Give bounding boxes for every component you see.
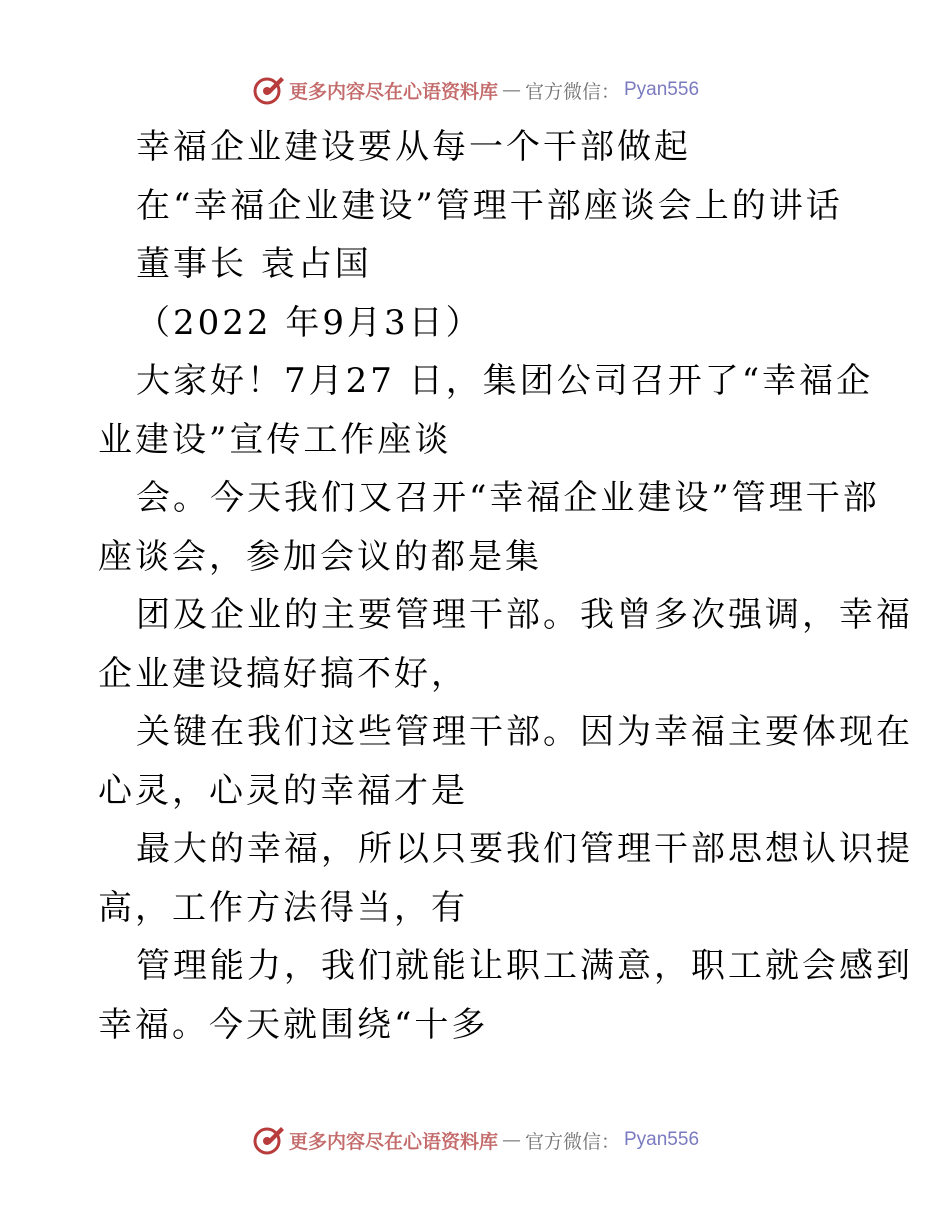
paragraph-line: 管理能力，我们就能让职工满意，职工就会感到 <box>136 946 913 986</box>
watermark-main-text: 更多内容尽在心语资料库 <box>288 80 498 103</box>
document-date: （2022 年9月3日） <box>136 302 483 343</box>
paragraph-line: 会。今天我们又召开“幸福企业建设”管理干部 <box>136 478 880 518</box>
paragraph-line: 心灵，心灵的幸福才是 <box>98 770 468 811</box>
document-subtitle: 在“幸福企业建设”管理干部座谈会上的讲话 <box>136 185 843 226</box>
paragraph-line: 高，工作方法得当，有 <box>98 887 468 928</box>
document-author: 董事长 袁占国 <box>136 244 372 284</box>
watermark-separator: — <box>501 1129 521 1151</box>
watermark-contact-label: 官方微信： <box>524 1130 620 1153</box>
pen-logo-icon <box>251 73 285 107</box>
paragraph-line: 最大的幸福，所以只要我们管理干部思想认识提 <box>136 829 913 869</box>
watermark-contact-id: Pyan556 <box>624 79 700 100</box>
paragraph-line: 幸福。今天就围绕“十多 <box>98 1004 489 1045</box>
watermark-separator: — <box>501 79 521 101</box>
paragraph-line: 座谈会，参加会议的都是集 <box>98 536 542 577</box>
footer-watermark <box>0 1120 950 1160</box>
watermark-main-text: 更多内容尽在心语资料库 <box>288 1130 498 1153</box>
document-body <box>98 118 913 1054</box>
watermark-contact-id: Pyan556 <box>624 1129 700 1150</box>
paragraph-line: 大家好！7月27 日，集团公司召开了“幸福企 <box>136 361 874 401</box>
paragraph-line: 业建设”宣传工作座谈 <box>98 419 452 460</box>
pen-logo-icon <box>251 1123 285 1157</box>
header-watermark <box>0 70 950 110</box>
paragraph-line: 关键在我们这些管理干部。因为幸福主要体现在 <box>136 712 913 752</box>
paragraph-line: 企业建设搞好搞不好， <box>98 653 468 694</box>
document-title: 幸福企业建设要从每一个干部做起 <box>136 127 691 167</box>
paragraph-line: 团及企业的主要管理干部。我曾多次强调，幸福 <box>136 595 913 635</box>
watermark-contact-label: 官方微信： <box>524 80 620 103</box>
